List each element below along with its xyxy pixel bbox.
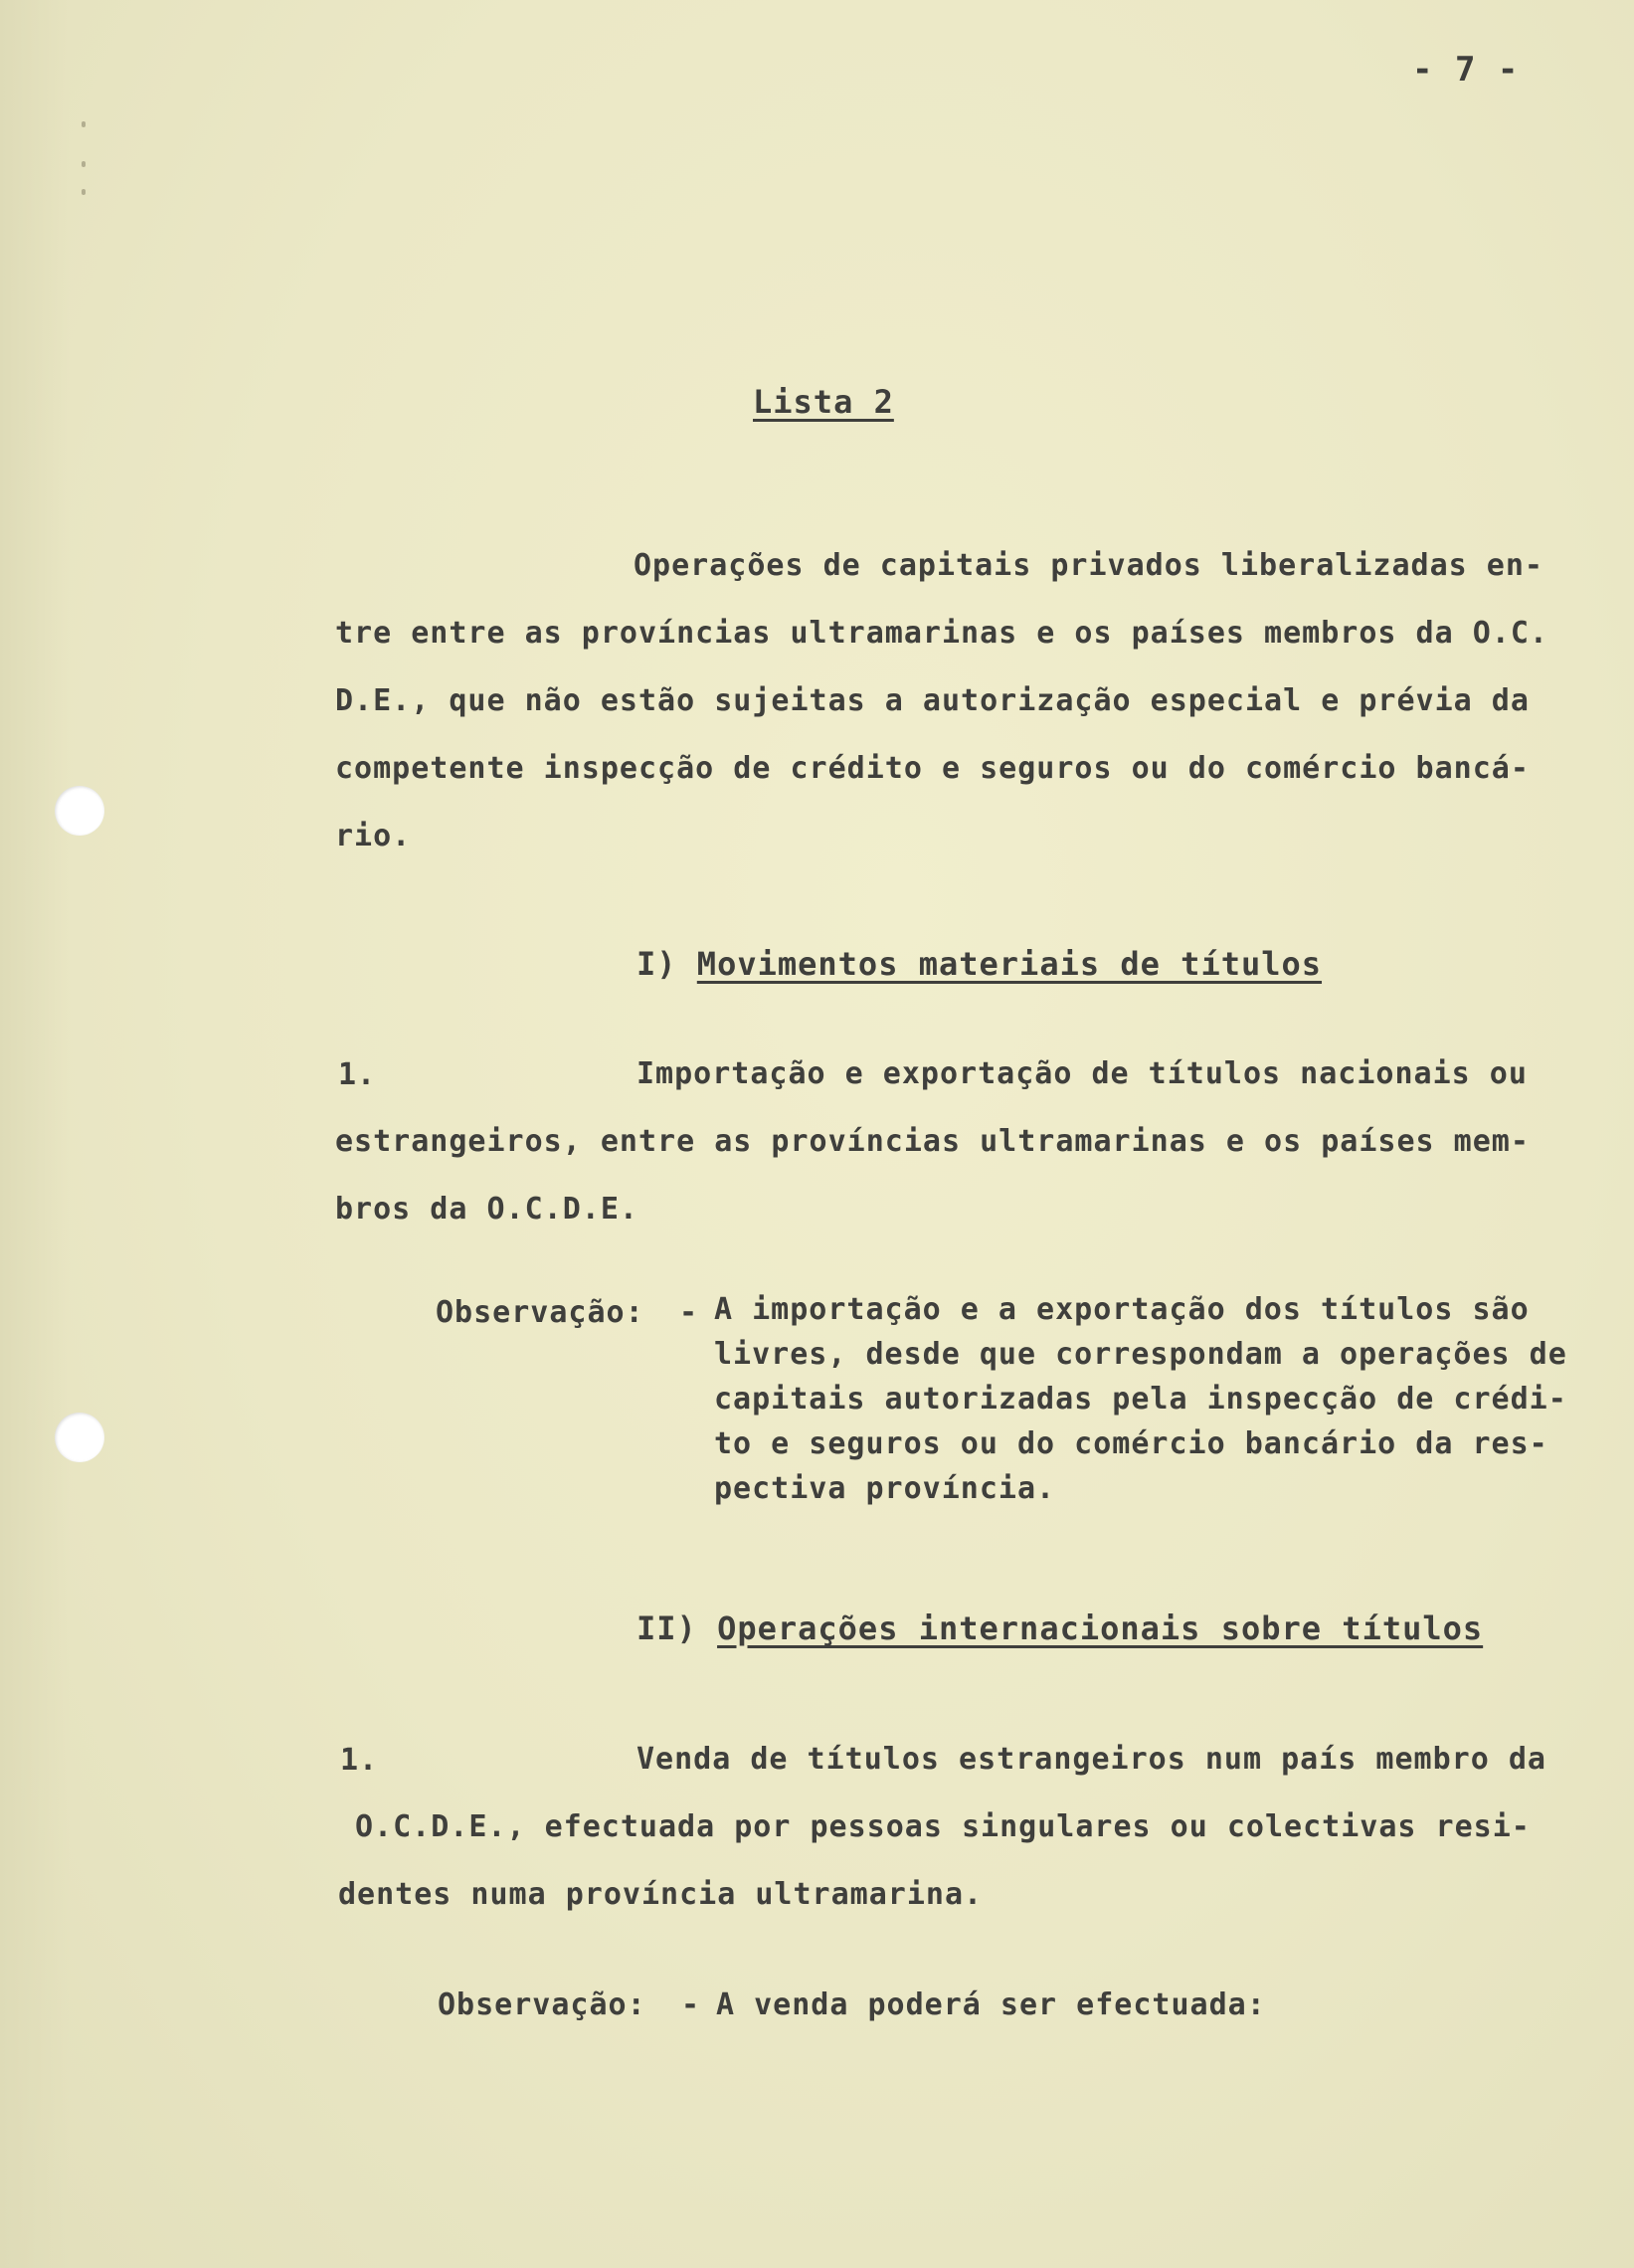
section-1-item-line-1: Importação e exportação de títulos nacionais ou <box>636 1056 1528 1091</box>
section-1-item-line-2: estrangeiros, entre as províncias ultramarinas e os países mem- <box>335 1124 1530 1159</box>
section-1-note-line-3: capitais autorizadas pela inspecção de crédi- <box>714 1382 1567 1417</box>
intro-line-2: tre entre as províncias ultramarinas e os países membros da O.C. <box>335 616 1548 651</box>
intro-line-3: D.E., que não estão sujeitas a autorização especial e prévia da <box>335 683 1530 718</box>
section-1-item-line-3: bros da O.C.D.E. <box>335 1192 638 1227</box>
intro-line-1: Operações de capitais privados liberalizadas en- <box>634 548 1543 583</box>
margin-mark <box>82 161 86 167</box>
page-number: - 7 - <box>1412 50 1520 90</box>
section-1-note-line-2: livres, desde que correspondam a operações de <box>714 1337 1567 1372</box>
section-2-item-line-3: dentes numa província ultramarina. <box>338 1877 984 1912</box>
section-1-note-line-5: pectiva província. <box>714 1471 1056 1506</box>
section-2-note-text: A venda poderá ser efectuada: <box>716 1987 1266 2022</box>
intro-line-5: rio. <box>335 819 412 853</box>
section-2-heading <box>636 1609 1483 1647</box>
list-title: Lista 2 <box>753 383 894 421</box>
page-edge-shadow <box>0 0 70 2268</box>
section-1-note-label: Observação: <box>436 1295 644 1330</box>
section-1-title: Movimentos materiais de títulos <box>696 945 1323 983</box>
punch-hole-lower <box>55 1413 104 1462</box>
section-2-note-dash: - <box>681 1987 701 2022</box>
section-2-item-number: 1. <box>340 1743 379 1778</box>
section-1-numeral: I) <box>636 945 677 983</box>
punch-hole-upper <box>55 786 104 836</box>
intro-line-4: competente inspecção de crédito e seguros ou do comércio bancá- <box>335 751 1530 786</box>
section-2-item-line-2: O.C.D.E., efectuada por pessoas singulares ou colectivas resi- <box>355 1809 1531 1844</box>
section-1-note-line-4: to e seguros ou do comércio bancário da res- <box>714 1426 1548 1461</box>
margin-mark <box>82 189 86 195</box>
section-1-note-line-1: A importação e a exportação dos títulos são <box>714 1292 1530 1327</box>
section-2-title: Operações internacionais sobre títulos <box>717 1609 1484 1647</box>
section-2-item-line-1: Venda de títulos estrangeiros num país membro da <box>636 1742 1546 1777</box>
section-1-note-dash: - <box>679 1295 699 1330</box>
section-1-item-number: 1. <box>338 1057 377 1092</box>
section-2-numeral: II) <box>636 1609 697 1647</box>
margin-mark <box>82 121 86 127</box>
section-2-note-label: Observação: <box>438 1987 646 2022</box>
section-1-heading <box>636 945 1322 983</box>
